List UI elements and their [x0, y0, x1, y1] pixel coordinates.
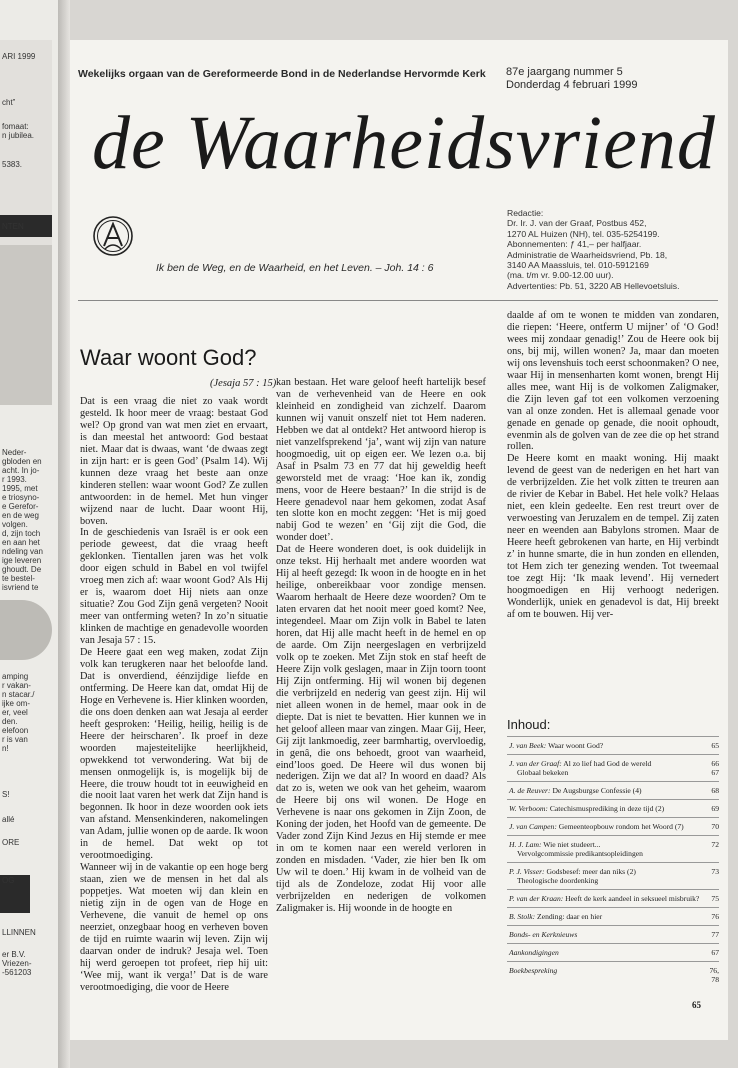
toc-page: 70: [711, 822, 719, 831]
article-paragraph: Wanneer wij in de vakantie op een hoge berg staan, zien we de mensen in het dal als poppetjes. Wat moeten wij dan klein en nietig zijn in de ogen van de Hoge en Verhevene, die vanuit de hemel op ons neerziet, onzegbaar hoog en verheven boven de tijd en ruimte waarin wij leven. Zijn wij daarvan onder de indruk? Jesaja wel. Toen hij werd geroepen tot profeet, riep hij uit: ‘Wee mij, want ik verga!’ Dat is de ware verootmoediging, die voor de Heere: [80, 862, 268, 993]
toc-page: 76, 78: [709, 966, 719, 984]
article-headline: Waar woont God?: [80, 345, 257, 370]
table-of-contents: [507, 736, 719, 988]
toc-item: [507, 925, 719, 943]
masthead-subtitle: Wekelijks orgaan van de Gereformeerde Bond in de Nederlandse Hervormde Kerk: [78, 68, 486, 80]
redactie-line: (ma. t/m vr. 9.00-12.00 uur).: [507, 270, 614, 281]
toc-page: 68: [711, 786, 719, 795]
toc-item: [507, 817, 719, 835]
adjacent-page-fragment: acht. In jo-: [2, 466, 40, 475]
toc-author: Aankondigingen: [509, 948, 559, 957]
article-column-2: [276, 377, 486, 915]
masthead-motto: Ik ben de Weg, en de Waarheid, en het Leven. – Joh. 14 : 6: [156, 262, 434, 274]
toc-title: De Augsburgse Confessie (4): [550, 786, 642, 795]
adjacent-page-fragment: S!: [2, 790, 10, 799]
toc-item: [507, 835, 719, 862]
toc-page: 66: [711, 759, 719, 768]
toc-item: [507, 781, 719, 799]
toc-title: Al zo lief had God de wereld: [561, 759, 652, 768]
toc-subtitle: Theologische doordenking: [517, 876, 599, 885]
toc-page: 67: [711, 948, 719, 957]
toc-title: Wie niet studeert...: [541, 840, 601, 849]
toc-title: Waar woont God?: [546, 741, 604, 750]
issue-date: Donderdag 4 februari 1999: [506, 79, 638, 91]
toc-author: Bonds- en Kerknieuws: [509, 930, 578, 939]
redactie-line: Dr. Ir. J. van der Graaf, Postbus 452,: [507, 218, 647, 229]
adjacent-page-fragment: volgen.: [2, 520, 28, 529]
adjacent-page-fragment: ORE: [2, 838, 20, 847]
adjacent-page-fragment: n jubilea.: [2, 131, 35, 140]
adjacent-page-fragment: allé: [2, 815, 15, 824]
toc-title: Catechismusprediking in deze tijd (2): [547, 804, 665, 813]
adjacent-page-fragment: en aan het: [2, 538, 40, 547]
toc-item: [507, 862, 719, 889]
article-reference: (Jesaja 57 : 15): [210, 378, 277, 389]
adjacent-page-fragment: er, veel: [2, 708, 28, 717]
toc-item: [507, 799, 719, 817]
toc-author: A. de Reuver:: [509, 786, 551, 795]
toc-subtitle: Vervolgcommissie predikantsopleidingen: [517, 849, 643, 858]
adjacent-page-fragment: n stacar./: [2, 690, 35, 699]
article-paragraph: De Heere gaat een weg maken, zodat Zijn volk kan terugkeren naar het beloofde land. Dat is onverdiend, éénzijdige liefde en ontferming. De Heere kan dat, omdat Hij de Hoge en Verhevene is. Hier klinken woorden, die ons doen denken aan wat Jesaja al eerder heeft gesproken: ‘Heilig, heilig, heilig is de Heere der heirscharen’. Ik proef in deze woorden majesteitelijke heerlijkheid, opwekkend tot verwondering. Wat bij de mensen onmogelijk is, is mogelijk bij de Heere, die trouw houdt tot in eeuwigheid en die nooit laat varen het werk dat Zijn hand is begonnen. Ik hoor in deze woorden ook iets van afstand. Mensenkinderen, nakomelingen van Adam, jullie wonen op de aarde. Ik woon in de hemel. Dat wekt op tot verootmoediging.: [80, 647, 268, 862]
adjacent-page-fragment: -561203: [2, 968, 32, 977]
toc-item: [507, 961, 719, 988]
toc-author: J. van Campen:: [509, 822, 557, 831]
article-paragraph: kan bestaan. Het ware geloof heeft hartelijk besef van de verhevenheid van de Heere en ook kleinheid en zondigheid van zichzelf. Daarom kunnen wij vanuit onszelf niet tot Hem naderen. Hebben we dat al ontdekt? Het antwoord hierop is niet vanzelfsprekend ‘ja’, want wij zijn van nature hoogmoedig, uit op eigen eer. We lezen o.a. bij Asaf in Psalm 73 en 77 dat hij geweldig heeft geworsteld met de vraag: ‘Hoe kan ik, zondig mens, voor de Heere bestaan?’ In die strijd is de Heere genadevol naar hem gekomen, zodat Asaf ten slotte kon en mocht zeggen: ‘Het is mij goed nabij God te wezen’ en ‘Gij zijt die God, die wonder doet’.: [276, 377, 486, 544]
toc-item: [507, 754, 719, 781]
volume-number: 87e jaargang nummer 5: [506, 66, 623, 78]
toc-author: J. van der Graaf:: [509, 759, 562, 768]
article-column-1: [80, 396, 268, 994]
adjacent-page-fragment: LLINNEN: [2, 928, 36, 937]
adjacent-page-fragment: ARI 1999: [2, 52, 36, 61]
toc-author: P. van der Kraan:: [509, 894, 564, 903]
toc-title: Zending: daar en hier: [535, 912, 603, 921]
adjacent-page-fragment: r is van: [2, 735, 28, 744]
adjacent-page-fragment: cht”: [2, 98, 16, 107]
adjacent-page-fragment: ghoudt. De: [2, 565, 42, 574]
redactie-line: Redactie:: [507, 208, 544, 218]
toc-author: W. Verboom:: [509, 804, 548, 813]
adjacent-page-fragment: NTEN: [2, 222, 24, 231]
adjacent-page-fragment: 5383.: [2, 160, 23, 169]
article-paragraph: daalde af om te wonen te midden van zondaren, die riepen: ‘Heere, ontferm U mijner’ of ‘O God! wees mij zondaar genadig!’ Zou de Heere ook bij ons, bij mij, willen wonen? Ja, maar dan moeten wij ons levenshuis toch eerst schoonmaken? O nee, waar Hij in mensenharten komt wonen, brengt Hij alles mee, want Hij is de volkomen Zaligmaker, die Zijn leven gaf tot een volkomen verzoening van al onze zonden. Het is allemaal genade voor genade en genade op genade, die nooit ophoudt, evenmin als de golven van de zee die op het strand rollen.: [507, 310, 719, 453]
redactie-line: Administratie de Waarheidsvriend, Pb. 18,: [507, 249, 668, 260]
page-spine-shadow: [58, 0, 70, 1068]
toc-item: [507, 907, 719, 925]
redactie-line: 3140 AA Maassluis, tel. 010-5912169: [507, 260, 649, 271]
toc-page: 72: [711, 840, 719, 849]
adjacent-page-fragment: en de weg: [2, 511, 39, 520]
redactie-line: 1270 AL Huizen (NH), tel. 035-5254199.: [507, 228, 660, 239]
redactie-line: Abonnementen: ƒ 41,– per halfjaar.: [507, 239, 642, 250]
toc-page: 75: [711, 894, 719, 903]
redactie-line: Advertenties: Pb. 51, 3220 AB Hellevoetsluis.: [507, 280, 680, 291]
article-paragraph: Dat de Heere wonderen doet, is ook duidelijk in onze tekst. Hij herhaalt met andere woorden wat Hij al heeft gezegd: Ik woon in de hoogte en in het heilige, onbereikbaar voor zondige mensen. Waarom herhaalt de Heere deze woorden? Om te laten ervaren dat het nooit meer goed komt? Nee, integendeel. Maar om Zijn volk in Babel te laten horen, dat Hij alle macht heeft in de hemel en op de aarde. Om Zijn neergeslagen en verbrijzeld volk op te zoeken. Met Zijn stok en staf heeft de Heere Zijn volk geslagen, maar in Zijn toorn toont Hij Zijn ontferming. Hij wil wonen bij degenen die verbrijzeld en nederig van geest zijn. Hij wil niet alleen wonen in de hemel, maar ook in de diepte. Dat is niet te bevatten. Hier kunnen we in het geloof alleen maar van zingen. Maar Gij, Heer, Gij zijt lankmoedig, zeer barmhartig, overvloedig, in genâ, die ons behoedt, groot van waarheid, eind’loos goed. De Heere wil dus wonen bij nederigen. Zijn we dat al? In woord en daad? Als dat zo is, weten we ook van het geheim, waarom de Heere bij ons wil wonen. De Hoge en Verhevene is naar ons gekomen in Zijn Zoon, de Koning der joden, het Hoofd van de gemeente. De Vader zond Zijn Kind Jezus en Hij stemde er mee in om te komen naar een wereld verloren in zonden en misdaden. ‘Vader, zie hier ben Ik om Uw wil te doen.’ Hij kwam in de volheid van de tijd als de Zondeloze, zodat Hij voor alle verbrijzelden en nederigen de volkomen Zaligmaker is. Hij woonde in de hoogte en: [276, 544, 486, 914]
adjacent-page-fragment: amping: [2, 672, 29, 681]
adjacent-page-fragment: r 1993.: [2, 475, 27, 484]
adjacent-page-fragment: ige leveren: [2, 556, 42, 565]
toc-author: H. J. Lam:: [509, 840, 542, 849]
toc-page: 65: [711, 741, 719, 750]
masthead-rule: [78, 300, 718, 301]
toc-page: 76: [711, 912, 719, 921]
adjacent-page-fragment: d, zijn toch: [2, 529, 41, 538]
adjacent-page-fragment: r vakan-: [2, 681, 31, 690]
toc-author: B. Stolk:: [509, 912, 536, 921]
toc-item: [507, 736, 719, 754]
adjacent-page-fragment: te bestel-: [2, 574, 35, 583]
toc-title: Godsbesef: meer dan niks (2): [544, 867, 636, 876]
adjacent-page-fragment: fomaat:: [2, 122, 29, 131]
toc-page: 73: [711, 867, 719, 876]
adjacent-page-fragment: ijke om-: [2, 699, 31, 708]
toc-title: Gemeenteopbouw rondom het Woord (7): [556, 822, 684, 831]
adjacent-page-fragment: ndeling van: [2, 547, 43, 556]
toc-title: Heeft de kerk aandeel in seksueel misbruik?: [563, 894, 700, 903]
toc-item: [507, 943, 719, 961]
toc-page: 77: [711, 930, 719, 939]
adjacent-page-fragment: isvriend te: [2, 583, 39, 592]
toc-item: [507, 889, 719, 907]
adjacent-page-fragment: den.: [2, 717, 18, 726]
adjacent-page-fragment: Neder-: [2, 448, 27, 457]
toc-page: 67: [711, 768, 719, 777]
redactie-block: [507, 208, 679, 291]
issue-info: [506, 66, 637, 92]
article-paragraph: De Heere komt en maakt woning. Hij maakt levend de geest van de nederigen en het hart van de verbrijzelden. Zie het volk zitten te treuren aan de rivier de Kebar in Babel. Het hele volk? Helaas niet, een klein gedeelte. Een rest treurt over de verwoesting van Jeruzalem en de tempel. Zij zaten neer en weenden aan Babylons stromen. Maar de Heere heeft gebrokenen van harte, en Hij verbindt z’ in hunne smarte, die in hun zonden en ellenden, tot Hem zich ter genezing wenden. Tot tweemaal toe zegt Hij: ‘Ik maak levend’. Hij vernedert hoogmoedigen en Hij verhoogt nederigen. Wonderlijk, uniek en genadevol is dat, Hij breekt af om te bouwen. Hij ver-: [507, 453, 719, 620]
article-paragraph: Dat is een vraag die niet zo vaak wordt gesteld. Ik hoor meer de vraag: bestaat God wel? Op grond van wat men ziet en ervaart, is dan meestal het antwoord: God bestaat niet. Maar dat is dwaas, want ‘de dwaas zegt in zijn hart: er is geen God’ (Psalm 14). Wij kunnen deze vraag het beste aan onze kinderen stellen: waar woont God? Ze zullen antwoorden: in de hemel. Met hun vinger wijzend naar de lucht. Daar woont Hij, boven.: [80, 396, 268, 527]
alpha-omega-logo-icon: [92, 215, 134, 257]
newspaper-page: [70, 40, 728, 1040]
article-paragraph: In de geschiedenis van Israël is er ook een periode geweest, dat die vraag heeft geklonken. Tientallen jaren was het volk door eigen schuld in Babel en vol twijfel vroeg men zich af: waar woont God? Als Hij er is, waarom doet Hij niets aan onze situatie? Zou God Zijn genâ vergeten? Nooit meer van ontferming weten? In zo’n situatie klinken de machtige en genadevolle woorden van Jesaja 57 : 15.: [80, 527, 268, 647]
adjacent-page-fragment: e triosyno-: [2, 493, 40, 502]
masthead-title: de Waarheidsvriend: [92, 101, 716, 185]
article-column-3: [507, 310, 719, 621]
adjacent-page-fragment: e Gerefor-: [2, 502, 39, 511]
adjacent-page-image: [0, 245, 52, 405]
toc-author: Boekbespreking: [509, 966, 558, 975]
adjacent-page-fragment: er B.V.: [2, 950, 26, 959]
page-number: 65: [692, 1000, 701, 1010]
adjacent-page-fragment: elefoon: [2, 726, 29, 735]
adjacent-page-fragment: gbloden en: [2, 457, 42, 466]
toc-page: 69: [711, 804, 719, 813]
adjacent-page-fragment: n!: [2, 744, 9, 753]
adjacent-page-fragment: 1995, met: [2, 484, 38, 493]
adjacent-page-fragment: Vriezen-: [2, 959, 32, 968]
toc-author: P. J. Visser:: [509, 867, 545, 876]
inhoud-title: Inhoud:: [507, 717, 551, 732]
adjacent-page-oval: [0, 600, 52, 660]
adjacent-page-fragment: OG: [2, 876, 15, 885]
adjacent-page-strip: [0, 0, 58, 1068]
toc-author: J. van Beek:: [509, 741, 547, 750]
toc-subtitle: Globaal bekeken: [517, 768, 569, 777]
